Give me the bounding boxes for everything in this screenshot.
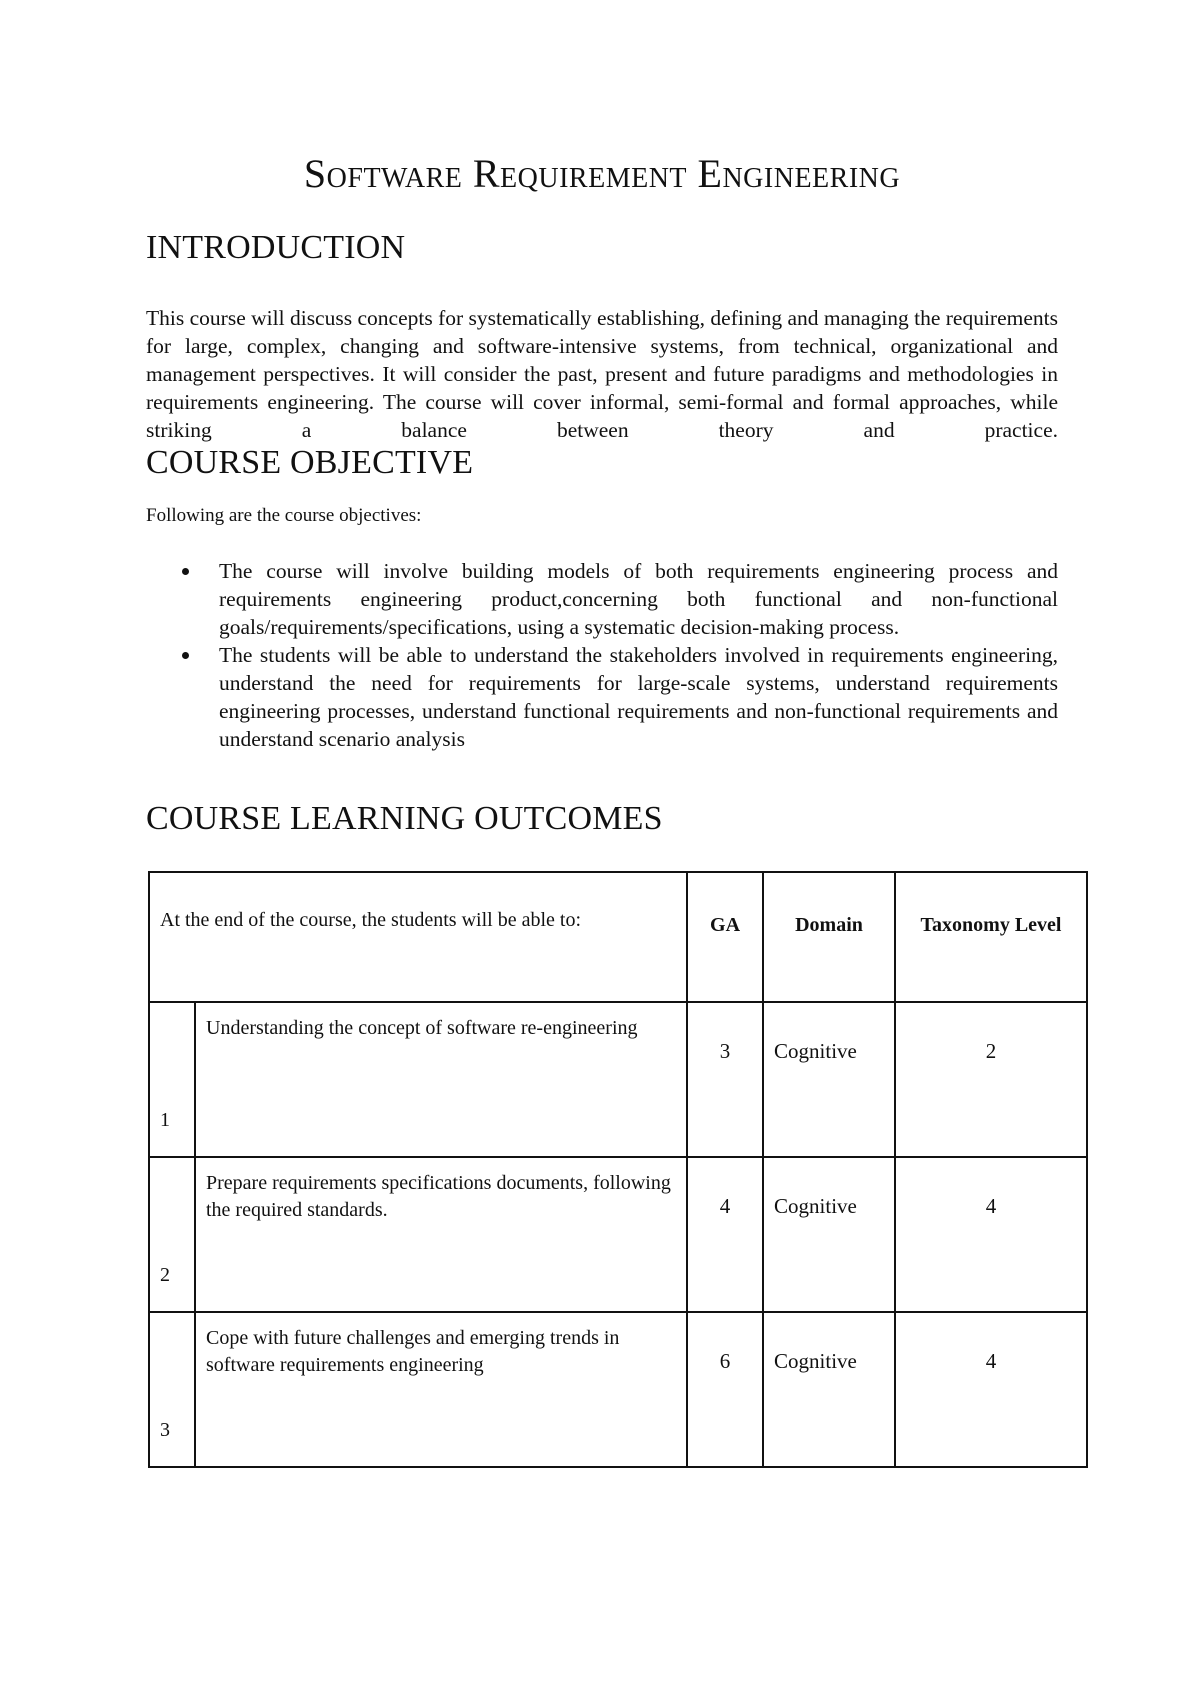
row-description: Cope with future challenges and emerging trends in software requirements engineering [195,1312,687,1467]
row-domain: Cognitive [763,1157,895,1312]
table-row [149,1312,1087,1467]
header-description: At the end of the course, the students will be able to: [149,872,687,1002]
course-objective-heading: COURSE OBJECTIVE [146,444,474,481]
document-title: Software Requirement Engineering [303,151,901,196]
learning-outcomes-heading: COURSE LEARNING OUTCOMES [146,800,663,837]
row-taxonomy: 4 [895,1157,1087,1312]
table-header-row [149,872,1087,1002]
table-row [149,1002,1087,1157]
learning-outcomes-table [148,871,1088,1468]
introduction-paragraph: This course will discuss concepts for systematically establishing, defining and managing the requirements for large, complex, changing and software-intensive systems, from technical, organizational and management perspectives. It will consider the past, present and future paradigms and methodologies in requirements engineering. The course will cover informal, semi-formal and formal approaches, while striking a balance between theory and practice. [146,306,1058,442]
objective-item [146,641,1058,753]
row-ga: 3 [687,1002,763,1157]
header-domain: Domain [763,872,895,1002]
row-ga: 4 [687,1157,763,1312]
objective-lead-text: Following are the course objectives: [146,505,422,526]
row-description: Prepare requirements specifications documents, following the required standards. [195,1157,687,1312]
row-taxonomy: 2 [895,1002,1087,1157]
row-description: Understanding the concept of software re-engineering [195,1002,687,1157]
row-taxonomy: 4 [895,1312,1087,1467]
bullet-icon [182,652,189,659]
objective-item [146,557,1058,641]
bullet-icon [182,568,189,575]
objective-item-text: The students will be able to understand the stakeholders involved in requirements engineering, understand the need for requirements for large-scale systems, understand requirements engineering processes, understand functional requirements and non-functional requirements and understand scenario analysis [219,643,1058,751]
objective-list [146,557,1058,753]
row-domain: Cognitive [763,1312,895,1467]
introduction-heading: INTRODUCTION [146,229,406,266]
row-number: 3 [149,1312,195,1467]
row-ga: 6 [687,1312,763,1467]
row-number: 2 [149,1157,195,1312]
table-row [149,1157,1087,1312]
row-number: 1 [149,1002,195,1157]
header-taxonomy-level: Taxonomy Level [895,872,1087,1002]
objective-item-text: The course will involve building models of both requirements engineering process and requirements engineering product,concerning both functional and non-functional goals/requirements/specifications, using a systematic decision-making process. [219,559,1058,639]
header-ga: GA [687,872,763,1002]
row-domain: Cognitive [763,1002,895,1157]
